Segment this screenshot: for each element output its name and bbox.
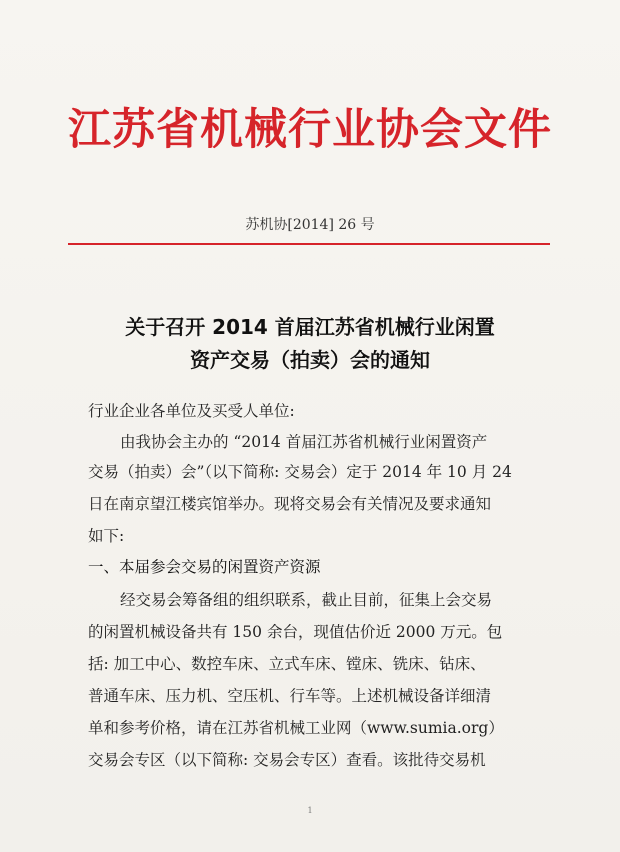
section-1-line: 普通车床、压力机、空压机、行车等。上述机械设备详细清 — [88, 687, 492, 705]
intro-line: 由我协会主办的 “2014 首届江苏省机械行业闲置资产 — [120, 433, 488, 451]
section-1-heading: 一、本届参会交易的闲置资产资源 — [88, 558, 321, 576]
section-1-line: 交易会专区（以下简称: 交易会专区）查看。该批待交易机 — [88, 751, 486, 769]
section-1-line: 的闲置机械设备共有 150 余台，现值估价近 2000 万元。包 — [88, 623, 503, 641]
salutation: 行业企业各单位及买受人单位: — [88, 402, 295, 420]
section-1-line: 单和参考价格，请在江苏省机械工业网（www.sumia.org） — [88, 719, 504, 737]
document-number: 苏机协[2014] 26 号 — [245, 217, 375, 233]
issuer-header-title: 江苏省机械行业协会文件 — [68, 105, 552, 155]
section-1-line: 括: 加工中心、数控车床、立式车床、镗床、铣床、钻床、 — [88, 655, 486, 673]
notice-title-line-2: 资产交易（拍卖）会的通知 — [190, 348, 430, 372]
notice-title-line-1: 关于召开 2014 首届江苏省机械行业闲置 — [125, 315, 495, 339]
section-1-line: 经交易会筹备组的组织联系，截止目前，征集上会交易 — [120, 591, 493, 609]
intro-line: 日在南京望江楼宾馆举办。现将交易会有关情况及要求通知 — [88, 495, 492, 513]
intro-line: 交易（拍卖）会”（以下简称: 交易会）定于 2014 年 10 月 24 — [88, 463, 512, 481]
page-number: 1 — [307, 806, 313, 815]
intro-line: 如下: — [88, 527, 125, 545]
red-divider-line — [68, 243, 550, 245]
